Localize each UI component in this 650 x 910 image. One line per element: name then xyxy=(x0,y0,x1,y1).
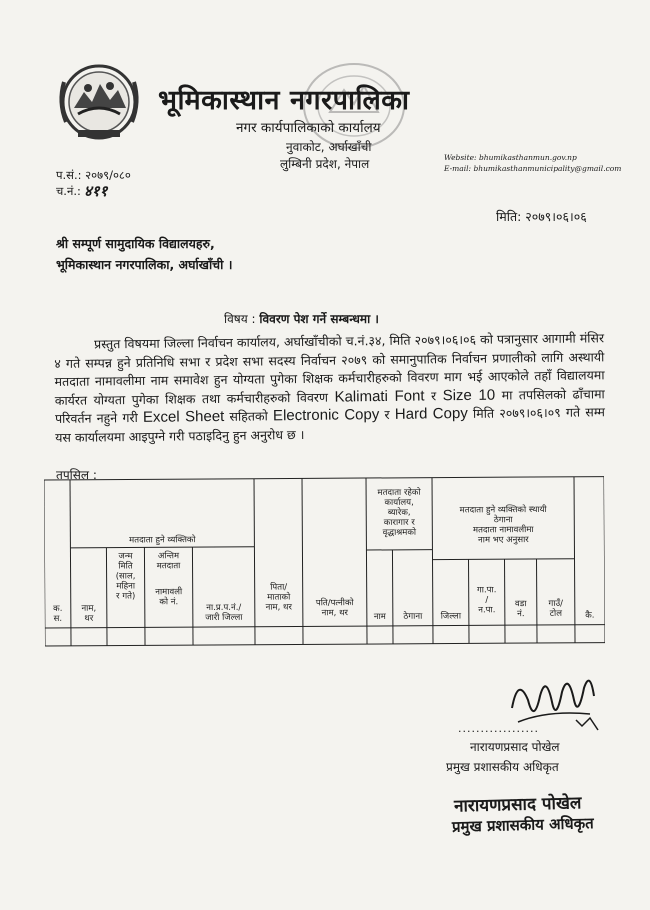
col-citizenship: ना.प्र.प.नं./ जारी जिल्ला xyxy=(205,602,243,624)
website-text: Website: bhumikasthanmun.gov.np xyxy=(444,153,577,162)
col-last-voter-list: अन्तिम मतदाता नामावली को नं. xyxy=(155,551,183,608)
col-name: नाम, थर xyxy=(81,603,97,624)
letter-date: मिति: २०७९।०६।०६ xyxy=(496,209,587,224)
subject-value: विवरण पेश गर्ने सम्बन्धमा । xyxy=(259,312,379,326)
address-line-2: लुम्बिनी प्रदेश, नेपाल xyxy=(280,157,370,171)
chalani-number-handwritten: ४११ xyxy=(84,182,108,200)
tapsil-label: तपसिल : xyxy=(56,468,97,482)
signer-name: नारायणप्रसाद पोखेल xyxy=(470,740,560,754)
contact-info xyxy=(444,152,621,174)
body-latin-font: Kalimati Font xyxy=(334,386,425,406)
header-voter-person: मतदाता हुने व्यक्तिको xyxy=(129,535,196,546)
col-district: जिल्ला xyxy=(440,611,462,622)
body-latin-electronic: Electronic Copy xyxy=(272,406,380,425)
header-residence: मतदाता रहेको कार्यालय, ब्यारेक, कारागार र वृद्धाश्रमको xyxy=(377,487,421,538)
body-latin-excel: Excel Sheet xyxy=(142,407,225,426)
body-part-5: र xyxy=(384,406,390,422)
office-subtitle: नगर कार्यपालिकाको कार्यालय xyxy=(236,120,381,136)
col-parents: पिता/ माताको नाम, थर xyxy=(265,582,292,613)
col-municipality: गा.पा. / न.पा. xyxy=(476,585,497,616)
body-part-2: र xyxy=(430,387,437,403)
col-village: गाउँ/ टोल xyxy=(548,598,564,619)
body-part-3: मा तपसिलको ढाँचामा परिवर्तन नहुने गरी xyxy=(54,385,605,426)
recipient-line-2: भूमिकास्थान नगरपालिका, अर्घाखाँची । xyxy=(56,257,233,272)
recipient-line-1: श्री सम्पूर्ण सामुदायिक विद्यालयहरु, xyxy=(56,236,215,251)
subject-label: विषय : xyxy=(224,312,256,326)
designation-stamp: प्रमुख प्रशासकीय अधिकृत xyxy=(451,814,594,836)
body-part-1: प्रस्तुत विषयमा जिल्ला निर्वाचन कार्यालय, अर्घाखाँचीको च.नं.३४, मिति २०७९।०६।०६ को पत्रानुसार आगामी मंसिर ४ गते सम्पन्न हुने प्रतिनिधि सभा र प्रदेश सभा सदस्य निर्वाचन २०७९ को समानुपातिक निर्वाचन प्रणालीको लागि अस्थायी मतदाता नामावलीमा नाम समावेश हुन योग्यता पुगेका शिक्षक कर्मचारीहरुको विवरण माग भई आएकोले तहाँ विद्यालयमा कार्यरत योग्यता पुगेका शिक्षक तथा कर्मचारीहरुको विवरण xyxy=(54,330,605,408)
header-permanent-address: मतदाता हुने व्यक्तिको स्थायी ठेगाना मतदाता नामावलीमा नाम भए अनुसार xyxy=(459,504,547,546)
col-remarks: कै. xyxy=(585,610,595,621)
body-part-4: सहितको xyxy=(229,408,268,424)
col-serial: क. स. xyxy=(53,603,63,624)
name-stamp: नारायणप्रसाद पोखेल xyxy=(453,793,582,817)
col-residence-name: नाम xyxy=(373,611,386,622)
municipality-title: भूमिकास्थान नगरपालिका xyxy=(158,85,410,116)
chalani-label: च.नं.: xyxy=(56,184,81,198)
body-latin-hardcopy: Hard Copy xyxy=(394,404,468,423)
patra-sankhya: प.सं.: २०७९/०८० xyxy=(56,168,131,182)
subject-line xyxy=(224,310,379,327)
letter-body xyxy=(54,329,605,447)
nepal-emblem-icon xyxy=(52,62,146,142)
col-residence-address: ठेगाना xyxy=(403,611,423,622)
col-ward: वडा नं. xyxy=(514,599,527,620)
col-dob: जन्म मिति (साल, महिना र गते) xyxy=(115,551,136,602)
body-part-6: मिति २०७९।०६।०९ गते सम्म यस कार्यालयमा आइपुग्ने गरी पठाइदिनु हुन अनुरोध छ । xyxy=(55,404,606,445)
address-line-1: नुवाकोट, अर्घाखाँची xyxy=(286,140,372,154)
signer-designation: प्रमुख प्रशासकीय अधिकृत xyxy=(446,760,559,774)
signature-dots: .................. xyxy=(458,722,539,735)
col-spouse: पति/पत्नीको नाम, थर xyxy=(315,598,354,619)
voter-details-table xyxy=(44,475,605,648)
email-text: E-mail: bhumikasthanmunicipality@gmail.com xyxy=(444,164,622,173)
body-latin-size: Size 10 xyxy=(442,386,496,404)
